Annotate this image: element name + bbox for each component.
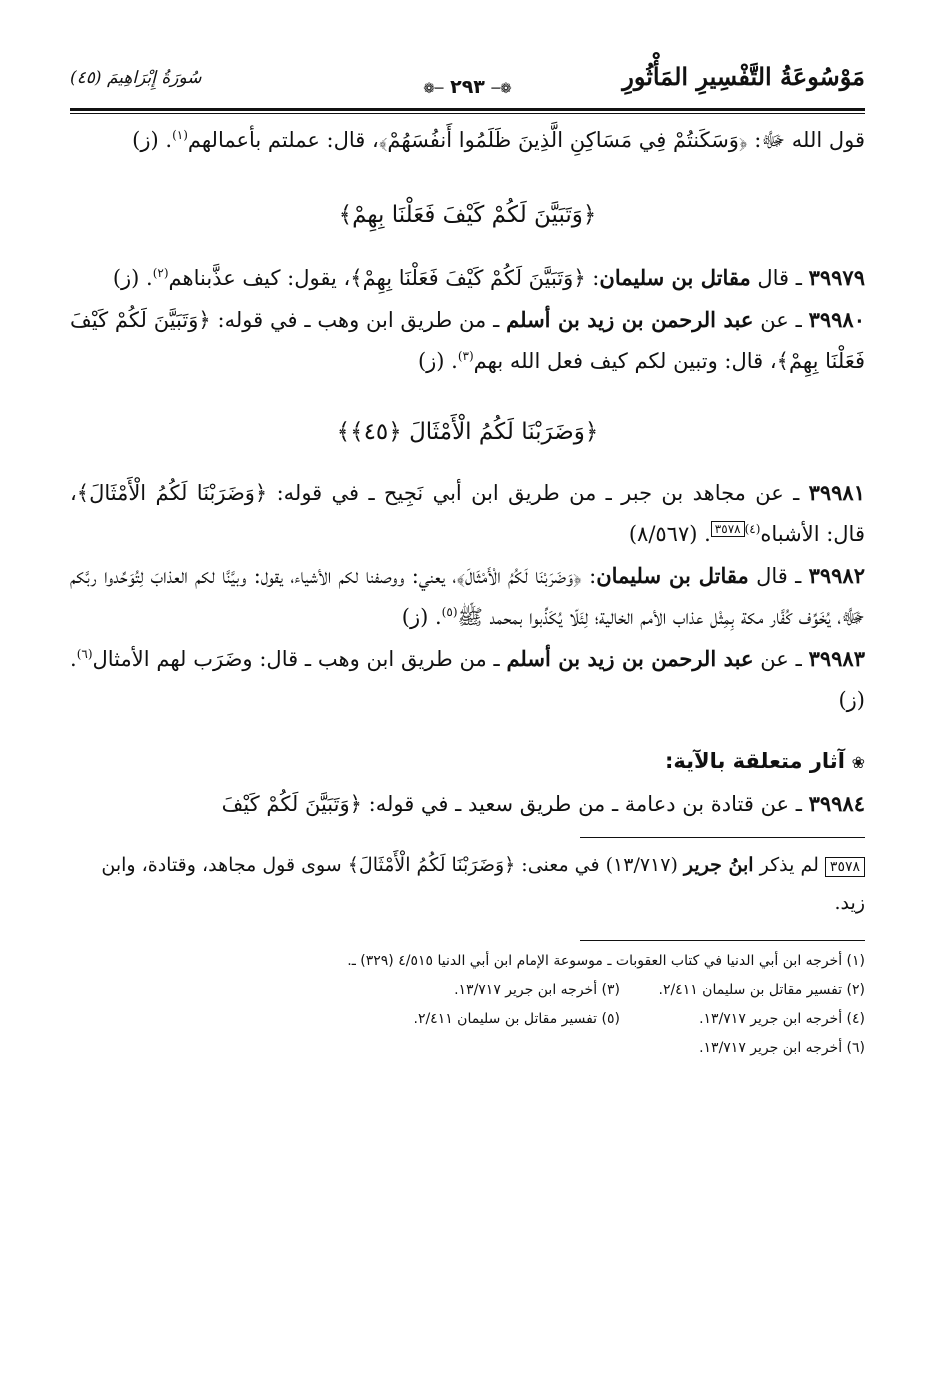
quran-quote: ﴿وَضَرَبْنَا لَكُمُ الْأَمْثَالَ﴾	[347, 854, 516, 876]
report-number: ٣٩٩٨١	[808, 480, 865, 505]
source-code: . (٨/٥٦٧)	[628, 522, 711, 546]
footnote-ref[interactable]: (٢)	[152, 266, 169, 280]
footnote-4: (٤) أخرجه ابن جرير ١٣/٧١٧.	[699, 1011, 865, 1027]
footnote-ref[interactable]: (١)	[172, 128, 188, 142]
report-number: ٣٩٩٨٢	[808, 563, 865, 588]
narrator-name: مقاتل بن سليمان	[596, 563, 749, 588]
note-text: (١٣/٧١٧) في معنى:	[515, 854, 684, 876]
page-header	[70, 62, 865, 102]
report-number: ٣٩٩٨٠	[808, 307, 865, 332]
footnote-ref[interactable]: (٦)	[76, 647, 93, 661]
surah-header	[70, 68, 201, 88]
page	[70, 62, 865, 1063]
source-code: . (ز)	[112, 266, 153, 290]
ornament-icon: ─❁	[423, 81, 444, 97]
footnotes	[70, 947, 865, 1063]
source-code: . (ز)	[401, 605, 442, 629]
report-number: ٣٩٩٧٩	[808, 265, 865, 290]
report-39983	[70, 638, 865, 721]
footnote-ref[interactable]: (٤)	[744, 522, 761, 536]
footnote-2: (٢) تفسير مقاتل بن سليمان ٢/٤١١.	[658, 982, 865, 998]
footnote-ref[interactable]: (٣)	[457, 349, 474, 363]
note-number-box: ٣٥٧٨	[825, 857, 865, 877]
report-text: ، قال: وتبين لكم كيف فعل الله بهم	[473, 349, 777, 373]
quran-quote: ﴿وَضَرَبْنَا لَكُمُ الْأَمْثَالَ﴾	[456, 564, 582, 588]
report-text: ـ عن مجاهد بن جبر ـ من طريق ابن أبي نَجِيح ـ في قوله:	[267, 481, 809, 505]
report-text: ـ من طريق ابن وهب ـ في قوله:	[210, 308, 507, 332]
report-39984	[70, 783, 865, 825]
ornament-icon: ❁─	[491, 81, 512, 97]
note-text: سوى قول مجاهد، وقتادة، وابن زيد.	[101, 854, 865, 914]
page-number: ٢٩٣	[450, 76, 485, 98]
section-heading	[70, 741, 865, 783]
intro-lead: قول الله ﷻ:	[747, 128, 865, 152]
report-text: ، يقول: كيف عذَّبناهم	[168, 266, 351, 290]
footnote-6: (٦) أخرجه ابن جرير ١٣/٧١٧.	[699, 1040, 865, 1056]
report-text: ـ عن قتادة بن دعامة ـ من طريق سعيد ـ في قوله:	[361, 792, 809, 816]
note-text: لم يذكر	[753, 854, 825, 876]
report-number: ٣٩٩٨٤	[808, 791, 865, 816]
report-39980	[70, 299, 865, 382]
report-text: ـ عن	[753, 308, 809, 332]
scholar-name: ابنُ جرير	[683, 854, 754, 876]
ayah-heading: ﴿وَضَرَبْنَا لَكُمُ الْأَمْثَالَ ﴿٤٥﴾﴾	[336, 419, 599, 445]
source-code: . (ز)	[132, 128, 173, 152]
report-number: ٣٩٩٨٣	[808, 646, 865, 671]
report-text: ، يعني: ووصفنا لكم الأشياء، يقول: وبيَّنَّا لكم العذابَ لِتُوَحِّدوا ربَّكم ﷻ، يُخَوِّف كُفَّار مكة بِمِثْل عذاب الأمم الخالية؛ لِئَلّا يُكَذِّبوا بمحمد ﷺ	[70, 564, 865, 629]
footnote-row	[70, 976, 865, 1005]
note-ref-box[interactable]: ٣٥٧٨	[711, 521, 745, 537]
body-text	[70, 120, 865, 825]
report-text: ، قال: الأشباه	[70, 481, 865, 546]
note-separator	[580, 837, 865, 838]
scholar-note-3578	[70, 846, 865, 922]
footnote-row	[70, 1005, 865, 1034]
verse-range: (٤٥)	[70, 68, 102, 88]
quran-quote: ﴿وَتَبَيَّنَ لَكُمْ كَيْفَ فَعَلْنَا بِهِمْ﴾	[350, 266, 586, 290]
report-text: :	[581, 564, 597, 588]
narrator-name: عبد الرحمن بن زيد بن أسلم	[506, 307, 754, 332]
report-39982	[70, 555, 865, 638]
report-text: :	[585, 266, 600, 290]
source-code: . (ز)	[70, 647, 865, 712]
footnote-3: (٣) أخرجه ابن جرير ١٣/٧١٧.	[454, 982, 620, 998]
book-title: مَوْسُوعَةُ التَّفْسِيرِ المَأْثُورِ	[622, 62, 865, 91]
report-39981	[70, 472, 865, 555]
narrator-name: عبد الرحمن بن زيد بن أسلم	[506, 646, 754, 671]
ayah-heading: ﴿وَتَبَيَّنَ لَكُمْ كَيْفَ فَعَلْنَا بِهِمْ﴾	[338, 202, 597, 228]
header-rule	[70, 108, 865, 114]
section-title: آثار متعلقة بالآية:	[664, 749, 845, 773]
report-text: ـ عن	[753, 647, 809, 671]
quran-quote: ﴿وَتَبَيَّنَ لَكُمْ كَيْفَ	[221, 792, 362, 816]
surah-name: سُورَةُ إِبْرَاهِيمَ	[106, 68, 202, 88]
report-39979	[70, 257, 865, 299]
intro-paragraph	[70, 120, 865, 161]
footnote-ref[interactable]: (٥)	[441, 605, 458, 619]
report-text: ـ قال	[750, 266, 809, 290]
quran-quote: ﴿وَسَكَنتُمْ فِي مَسَاكِنِ الَّذِينَ ظَلَمُوا أَنفُسَهُمْ﴾	[378, 128, 748, 152]
quran-quote: ﴿وَتَبَيَّنَ لَكُمْ كَيْفَ فَعَلْنَا بِهِمْ﴾	[70, 308, 865, 373]
footnote-5: (٥) تفسير مقاتل بن سليمان ٢/٤١١.	[413, 1011, 620, 1027]
report-text: ـ من طريق ابن وهب ـ قال: وضَرَب لهم الأمثال	[92, 647, 507, 671]
flower-icon: ❀	[851, 753, 865, 772]
report-text: ـ قال	[748, 564, 809, 588]
footnote-1: (١) أخرجه ابن أبي الدنيا في كتاب العقوبات ـ موسوعة الإمام ابن أبي الدنيا ٤/٥١٥ (٣٢٩) ـ.	[347, 953, 865, 969]
narrator-name: مقاتل بن سليمان	[599, 265, 751, 290]
quran-quote: ﴿وَضَرَبْنَا لَكُمُ الْأَمْثَالَ﴾	[76, 481, 268, 505]
source-code: . (ز)	[417, 349, 458, 373]
footnote-separator	[580, 940, 865, 941]
intro-tail: ، قال: عملتم بأعمالهم	[187, 128, 379, 152]
